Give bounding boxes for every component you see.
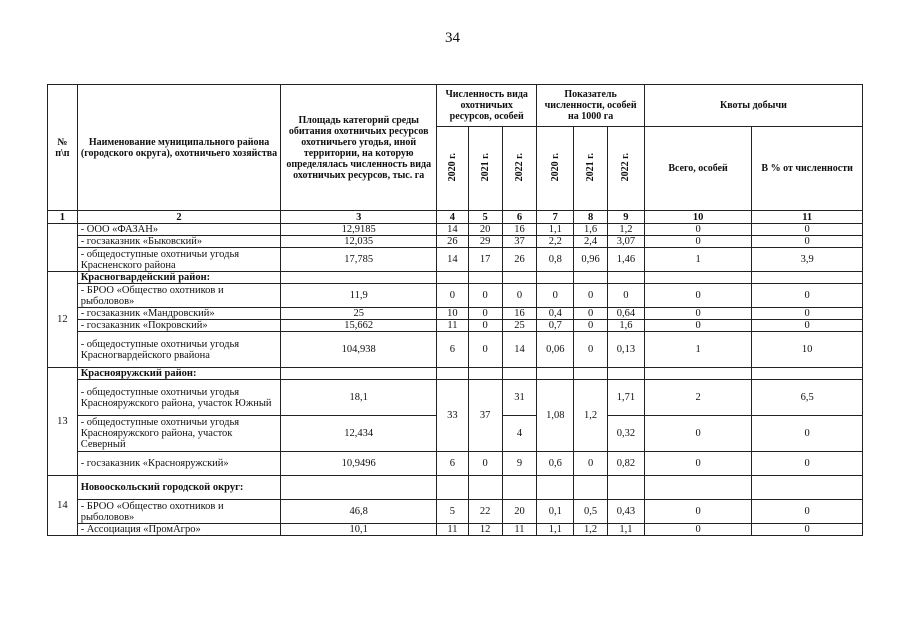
- count-2020: 26: [437, 236, 469, 248]
- index-2020: 0,1: [537, 500, 574, 524]
- count-2022: 16: [502, 308, 537, 320]
- table-row: [48, 248, 863, 272]
- area-value: 18,1: [281, 380, 437, 416]
- area-value: 17,785: [281, 248, 437, 272]
- area-value: 25: [281, 308, 437, 320]
- count-2022: 11: [502, 524, 537, 536]
- index-2022: 1,2: [607, 224, 644, 236]
- count-2022: 4: [502, 416, 537, 452]
- count-2021: 20: [468, 224, 502, 236]
- count-2022: 20: [502, 500, 537, 524]
- quota-pct: 0: [752, 524, 863, 536]
- col-number: 1: [48, 211, 78, 224]
- index-2020: 0: [537, 284, 574, 308]
- quota-pct: 0: [752, 320, 863, 332]
- header-count-2022: 2022 г.: [513, 152, 525, 182]
- district-title: Краснояружский район:: [77, 368, 281, 380]
- col-number: 6: [502, 211, 537, 224]
- count-2021: 22: [468, 500, 502, 524]
- org-name: - БРОО «Общество охотников и рыболовов»: [77, 284, 281, 308]
- col-number: 10: [644, 211, 751, 224]
- table-row: [48, 452, 863, 476]
- area-value: 104,938: [281, 332, 437, 368]
- index-2021: 0,96: [574, 248, 608, 272]
- count-2021: 0: [468, 284, 502, 308]
- quota-total: 1: [644, 332, 751, 368]
- col-number: 5: [468, 211, 502, 224]
- quota-total: 0: [644, 320, 751, 332]
- count-2020: 10: [437, 308, 469, 320]
- table-row: [48, 320, 863, 332]
- quota-pct: 0: [752, 236, 863, 248]
- row-num: [48, 224, 78, 272]
- count-2020: 11: [437, 524, 469, 536]
- index-2021: 1,2: [574, 524, 608, 536]
- count-2021: 0: [468, 332, 502, 368]
- row-num: 12: [48, 272, 78, 368]
- quota-total: 0: [644, 236, 751, 248]
- quota-total: 0: [644, 452, 751, 476]
- area-value: 12,9185: [281, 224, 437, 236]
- area-value: 10,1: [281, 524, 437, 536]
- index-2022: 1,71: [607, 380, 644, 416]
- count-2021: 29: [468, 236, 502, 248]
- org-name: - общедоступные охотничьи угодья Красногвардейского рвайона: [77, 332, 281, 368]
- col-number: 2: [77, 211, 281, 224]
- header-count-2020: 2020 г.: [446, 152, 458, 182]
- quota-pct: 0: [752, 416, 863, 452]
- index-2022: 0,43: [607, 500, 644, 524]
- section-header-row: [48, 476, 863, 500]
- header-index-2022: 2022 г.: [620, 152, 632, 182]
- index-2022: 0,64: [607, 308, 644, 320]
- header-index-2021: 2021 г.: [585, 152, 597, 182]
- index-2022: 1,6: [607, 320, 644, 332]
- index-2022: 1,1: [607, 524, 644, 536]
- org-name: - госзаказник «Краснояружский»: [77, 452, 281, 476]
- row-num: 13: [48, 368, 78, 476]
- table-row: [48, 236, 863, 248]
- index-2021: 0: [574, 320, 608, 332]
- quota-pct: 0: [752, 500, 863, 524]
- org-name: - общедоступные охотничьи угодья Красненского района: [77, 248, 281, 272]
- col-number: 7: [537, 211, 574, 224]
- quota-total: 1: [644, 248, 751, 272]
- index-2020: 2,2: [537, 236, 574, 248]
- row-num: 14: [48, 476, 78, 536]
- index-2021: 1,6: [574, 224, 608, 236]
- count-2020: 6: [437, 452, 469, 476]
- count-2022: 37: [502, 236, 537, 248]
- area-value: 46,8: [281, 500, 437, 524]
- col-number: 9: [607, 211, 644, 224]
- quota-total: 0: [644, 500, 751, 524]
- quota-total: 0: [644, 308, 751, 320]
- index-2021: 2,4: [574, 236, 608, 248]
- header-area: Площадь категорий среды обитания охотничьих ресурсов охотничьего угодья, иной территории, на которую определялась численность вида охотничьих ресурсов, тыс. га: [281, 85, 437, 211]
- quota-pct: 0: [752, 308, 863, 320]
- index-2020: 0,7: [537, 320, 574, 332]
- quota-pct: 3,9: [752, 248, 863, 272]
- index-2021: 0: [574, 332, 608, 368]
- org-name: - общедоступные охотничьи угодья Краснояружского района, участок Северный: [77, 416, 281, 452]
- count-2020: 0: [437, 284, 469, 308]
- quota-pct: 0: [752, 284, 863, 308]
- page-number: 34: [445, 30, 460, 46]
- count-2022: 14: [502, 332, 537, 368]
- count-2021: 37: [468, 380, 502, 452]
- header-name: Наименование муниципального района (городского округа), охотничьего хозяйства: [77, 85, 281, 211]
- header-count-2021: 2021 г.: [479, 152, 491, 182]
- col-number: 11: [752, 211, 863, 224]
- table-row: [48, 500, 863, 524]
- district-title: Новооскольский городской округ:: [77, 476, 281, 500]
- area-value: 11,9: [281, 284, 437, 308]
- index-2021: 1,2: [574, 380, 608, 452]
- index-2022: 0,82: [607, 452, 644, 476]
- area-value: 12,035: [281, 236, 437, 248]
- index-2020: 0,06: [537, 332, 574, 368]
- header-quota-total: Всего, особей: [644, 127, 751, 211]
- count-2022: 0: [502, 284, 537, 308]
- index-2022: 3,07: [607, 236, 644, 248]
- table-row: [48, 332, 863, 368]
- quota-total: 2: [644, 380, 751, 416]
- quota-pct: 6,5: [752, 380, 863, 416]
- count-2022: 26: [502, 248, 537, 272]
- section-header-row: [48, 368, 863, 380]
- area-value: 10,9496: [281, 452, 437, 476]
- area-value: 12,434: [281, 416, 437, 452]
- index-2021: 0: [574, 284, 608, 308]
- index-2021: 0,5: [574, 500, 608, 524]
- index-2020: 0,4: [537, 308, 574, 320]
- col-number: 4: [437, 211, 469, 224]
- col-number: 3: [281, 211, 437, 224]
- index-2020: 1,1: [537, 224, 574, 236]
- quota-pct: 0: [752, 452, 863, 476]
- quota-total: 0: [644, 284, 751, 308]
- count-2021: 17: [468, 248, 502, 272]
- header-count: Численность вида охотничьих ресурсов, особей: [437, 85, 537, 127]
- quota-total: 0: [644, 524, 751, 536]
- quota-total: 0: [644, 416, 751, 452]
- index-2020: 1,1: [537, 524, 574, 536]
- org-name: - БРОО «Общество охотников и рыболовов»: [77, 500, 281, 524]
- table-row: [48, 380, 863, 416]
- col-number: 8: [574, 211, 608, 224]
- index-2021: 0: [574, 452, 608, 476]
- header-index: Показатель численности, особей на 1000 га: [537, 85, 645, 127]
- index-2020: 0,8: [537, 248, 574, 272]
- table-row: [48, 224, 863, 236]
- count-2020: 11: [437, 320, 469, 332]
- count-2020: 5: [437, 500, 469, 524]
- count-2022: 9: [502, 452, 537, 476]
- header-index-2020: 2020 г.: [549, 152, 561, 182]
- count-2022: 25: [502, 320, 537, 332]
- header-num: № п\п: [48, 85, 78, 211]
- count-2021: 0: [468, 308, 502, 320]
- quota-total: 0: [644, 224, 751, 236]
- hunting-resources-table: [47, 84, 863, 536]
- count-2022: 16: [502, 224, 537, 236]
- area-value: 15,662: [281, 320, 437, 332]
- header-quota: Квоты добычи: [644, 85, 862, 127]
- count-2020: 14: [437, 248, 469, 272]
- quota-pct: 0: [752, 224, 863, 236]
- index-2022: 1,46: [607, 248, 644, 272]
- header-quota-pct: В % от численности: [752, 127, 863, 211]
- org-name: - госзаказник «Быковский»: [77, 236, 281, 248]
- section-header-row: [48, 272, 863, 284]
- org-name: - госзаказник «Покровский»: [77, 320, 281, 332]
- org-name: - ООО «ФАЗАН»: [77, 224, 281, 236]
- index-2020: 1,08: [537, 380, 574, 452]
- index-2020: 0,6: [537, 452, 574, 476]
- district-title: Красногвардейский район:: [77, 272, 281, 284]
- count-2021: 0: [468, 320, 502, 332]
- org-name: - Ассоциация «ПромАгро»: [77, 524, 281, 536]
- quota-pct: 10: [752, 332, 863, 368]
- org-name: - госзаказник «Мандровский»: [77, 308, 281, 320]
- index-2022: 0,32: [607, 416, 644, 452]
- count-2021: 12: [468, 524, 502, 536]
- column-number-row: [48, 211, 863, 224]
- count-2020: 6: [437, 332, 469, 368]
- count-2021: 0: [468, 452, 502, 476]
- count-2020: 33: [437, 380, 469, 452]
- index-2021: 0: [574, 308, 608, 320]
- count-2022: 31: [502, 380, 537, 416]
- org-name: - общедоступные охотничьи угодья Краснояружского района, участок Южный: [77, 380, 281, 416]
- count-2020: 14: [437, 224, 469, 236]
- table-row: [48, 524, 863, 536]
- table-row: [48, 284, 863, 308]
- table-row: [48, 308, 863, 320]
- index-2022: 0,13: [607, 332, 644, 368]
- index-2022: 0: [607, 284, 644, 308]
